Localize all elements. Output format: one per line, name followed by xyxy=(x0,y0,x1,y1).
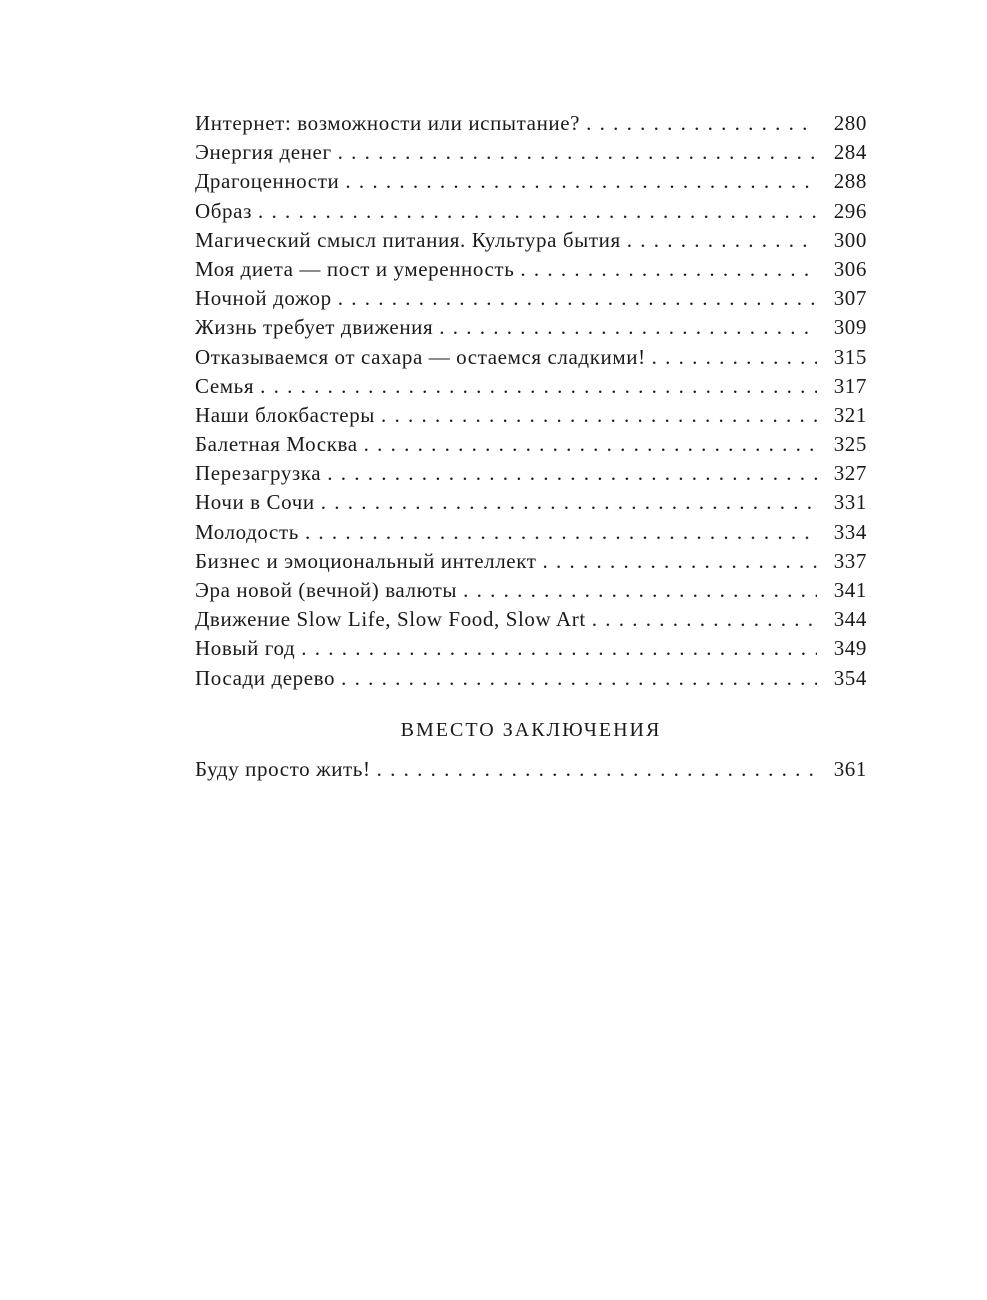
dot-leader xyxy=(543,549,817,574)
toc-entry[interactable] xyxy=(195,520,867,549)
toc-entry-title: Ночи в Сочи xyxy=(195,490,315,515)
toc-entry-title: Перезагрузка xyxy=(195,461,322,486)
toc-entry[interactable] xyxy=(195,111,867,140)
dot-leader xyxy=(520,257,817,282)
toc-entry[interactable] xyxy=(195,315,867,344)
toc-entry[interactable] xyxy=(195,286,867,315)
toc-entry[interactable] xyxy=(195,549,867,578)
toc-entry-page: 354 xyxy=(833,665,867,690)
toc-entry-page: 337 xyxy=(833,548,867,573)
toc-entry-page: 325 xyxy=(833,432,867,457)
toc-entry[interactable] xyxy=(195,636,867,665)
toc-entry-title: Отказываемся от сахара — остаемся сладкими! xyxy=(195,344,646,369)
toc-entry[interactable] xyxy=(195,257,867,286)
toc-entry-page: 331 xyxy=(833,490,867,515)
dot-leader xyxy=(301,636,817,661)
toc-entry-title: Движение Slow Life, Slow Food, Slow Art xyxy=(195,607,586,632)
toc-entry-title: Семья xyxy=(195,373,255,398)
toc-entry-title: Буду просто жить! xyxy=(195,757,371,781)
toc-entry-page: 361 xyxy=(833,757,867,781)
dot-leader xyxy=(305,520,817,545)
dot-leader xyxy=(592,607,817,632)
toc-entry-final[interactable] xyxy=(195,757,867,786)
section-heading: ВМЕСТО ЗАКЛЮЧЕНИЯ xyxy=(400,719,662,741)
toc-entry-title: Образ xyxy=(195,198,252,223)
toc-entry-page: 317 xyxy=(833,373,867,398)
toc-entry-page: 307 xyxy=(833,286,867,311)
toc-entry-page: 309 xyxy=(833,315,867,340)
toc-entry-title: Молодость xyxy=(195,519,299,544)
toc-entry[interactable] xyxy=(195,461,867,490)
toc-entry[interactable] xyxy=(195,666,867,695)
toc-entry-page: 296 xyxy=(833,198,867,223)
table-of-contents-conclusion xyxy=(195,757,867,786)
dot-leader xyxy=(586,111,817,136)
dot-leader xyxy=(345,169,817,194)
toc-entry-title: Балетная Москва xyxy=(195,432,358,457)
dot-leader xyxy=(338,140,817,165)
toc-entry[interactable] xyxy=(195,199,867,228)
dot-leader xyxy=(463,578,817,603)
toc-entry-title: Интернет: возможности или испытание? xyxy=(195,111,581,135)
toc-entry-title: Драгоценности xyxy=(195,169,340,194)
toc-entry-title: Ночной дожор xyxy=(195,286,332,311)
toc-entry-page: 321 xyxy=(833,402,867,427)
dot-leader xyxy=(327,461,817,486)
toc-entry-title: Эра новой (вечной) валюты xyxy=(195,578,458,602)
toc-entry[interactable] xyxy=(195,607,867,636)
toc-entry-page: 327 xyxy=(833,461,867,486)
toc-entry-page: 280 xyxy=(833,111,867,135)
toc-entry[interactable] xyxy=(195,169,867,198)
dot-leader xyxy=(439,315,817,340)
toc-entry[interactable] xyxy=(195,432,867,461)
toc-entry-page: 344 xyxy=(833,607,867,632)
toc-entry-page: 306 xyxy=(833,256,867,281)
dot-leader xyxy=(381,403,817,428)
toc-entry[interactable] xyxy=(195,228,867,257)
toc-entry-title: Новый год xyxy=(195,636,296,661)
dot-leader xyxy=(258,199,817,224)
toc-entry-title: Энергия денег xyxy=(195,140,332,165)
dot-leader xyxy=(321,490,817,515)
toc-entry[interactable] xyxy=(195,374,867,403)
dot-leader xyxy=(341,666,817,691)
dot-leader xyxy=(627,228,817,253)
toc-entry-page: 315 xyxy=(833,344,867,369)
toc-entry-page: 349 xyxy=(833,636,867,661)
toc-entry-title: Моя диета — пост и умеренность xyxy=(195,256,515,281)
dot-leader xyxy=(652,345,817,370)
table-of-contents xyxy=(195,111,867,695)
toc-entry-title: Жизнь требует движения xyxy=(195,315,434,340)
toc-entry-title: Бизнес и эмоциональный интеллект xyxy=(195,548,537,573)
toc-entry-page: 334 xyxy=(833,519,867,544)
toc-entry[interactable] xyxy=(195,490,867,519)
dot-leader xyxy=(260,374,817,399)
toc-entry-page: 284 xyxy=(833,140,867,165)
toc-entry-title: Посади дерево xyxy=(195,665,336,690)
toc-entry[interactable] xyxy=(195,403,867,432)
dot-leader xyxy=(377,757,817,782)
toc-entry-title: Наши блокбастеры xyxy=(195,402,375,427)
toc-entry[interactable] xyxy=(195,578,867,607)
toc-entry-page: 288 xyxy=(833,169,867,194)
toc-entry-page: 300 xyxy=(833,227,867,252)
toc-entry-title: Магический смысл питания. Культура бытия xyxy=(195,227,621,252)
toc-entry-page: 341 xyxy=(833,578,867,602)
dot-leader xyxy=(364,432,817,457)
toc-entry[interactable] xyxy=(195,140,867,169)
dot-leader xyxy=(338,286,817,311)
toc-entry[interactable] xyxy=(195,345,867,374)
